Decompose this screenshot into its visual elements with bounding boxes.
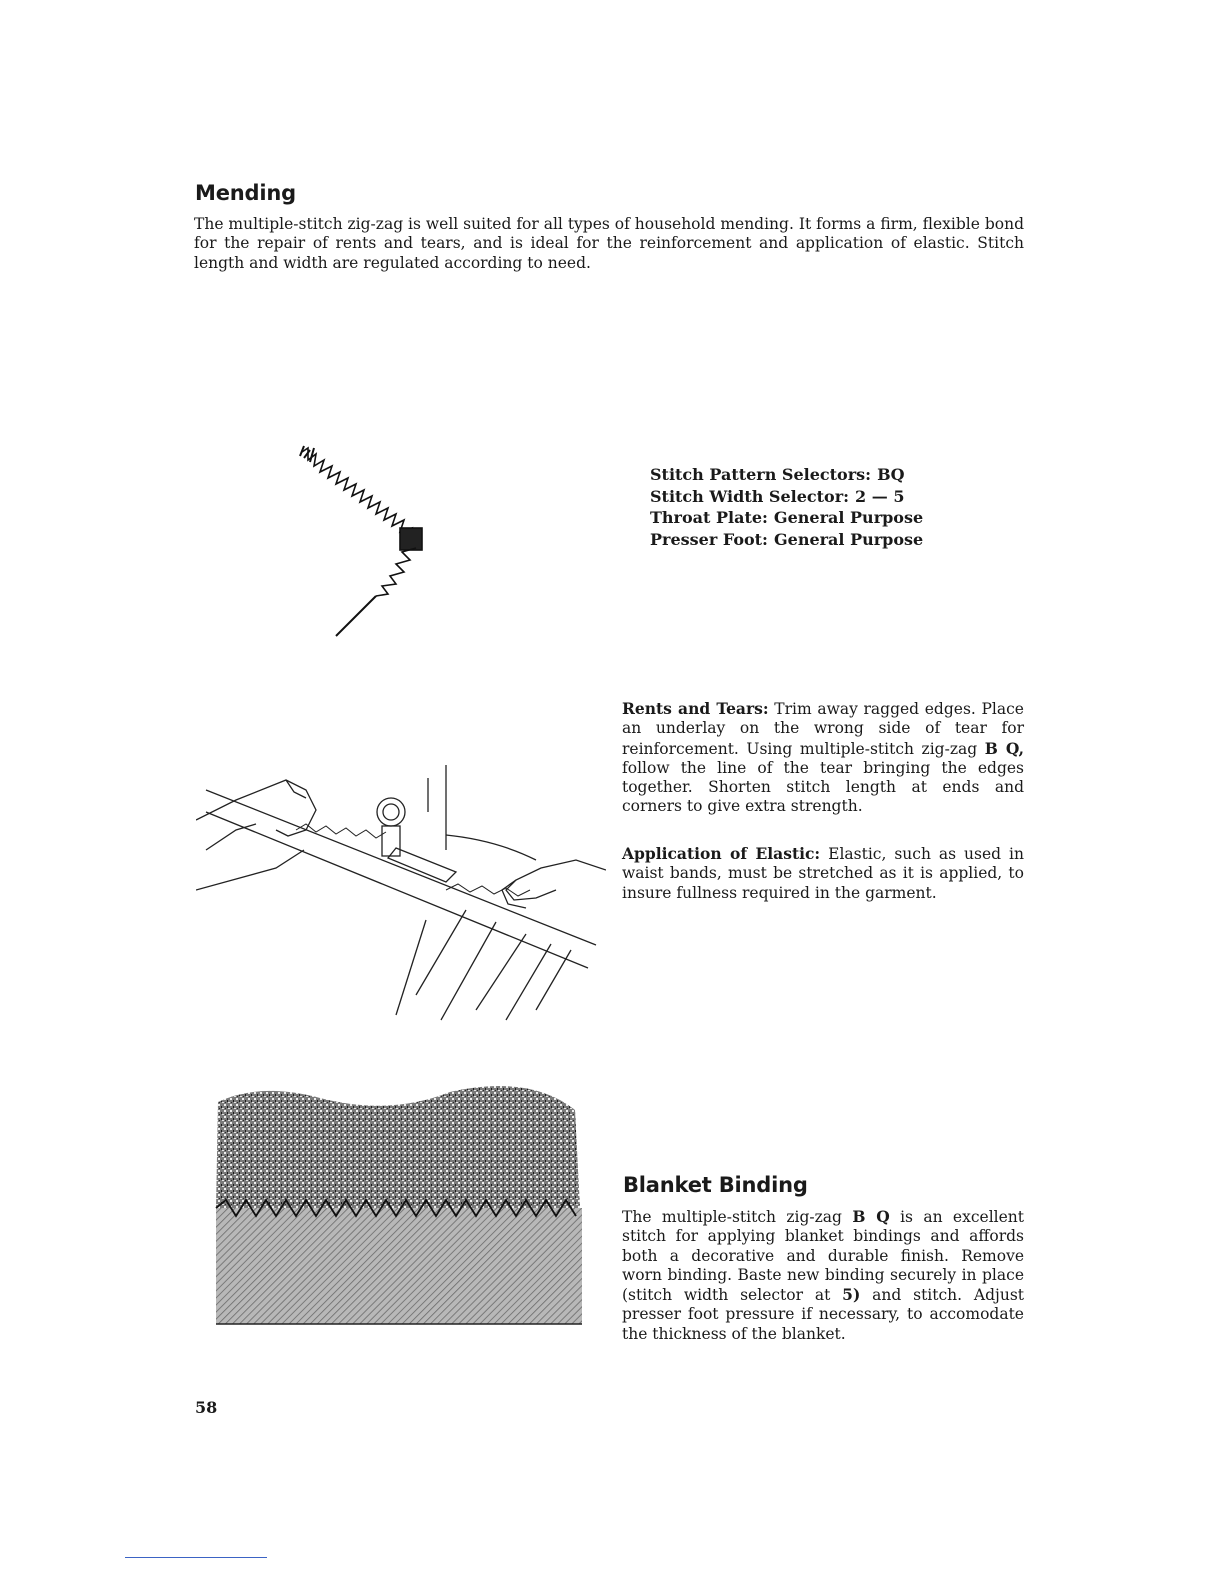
elastic-paragraph: Application of Elastic: Elastic, such as used in waist bands, must be stretched as it is applied, to insure fullness required in the garment. bbox=[622, 844, 1024, 902]
elastic-title: Application of Elastic: bbox=[622, 844, 821, 863]
stitch-diagram bbox=[290, 440, 440, 640]
mending-heading: Mending bbox=[195, 181, 296, 205]
setting-stitch-width: Stitch Width Selector: 2 — 5 bbox=[650, 486, 905, 506]
blanket-code: B Q bbox=[852, 1207, 890, 1226]
rents-code: B Q, bbox=[984, 738, 1024, 758]
sewing-machine-illustration bbox=[196, 740, 606, 1030]
setting-stitch-pattern: Stitch Pattern Selectors: BQ bbox=[650, 465, 905, 484]
page-number: 58 bbox=[195, 1398, 218, 1417]
blanket-heading: Blanket Binding bbox=[623, 1173, 808, 1197]
mending-intro: The multiple-stitch zig-zag is well suited for all types of household mending. It forms a firm, flexible bond for the repair of rents and tears, and is ideal for the reinforcement and application of elastic. Stitch length and width are regulated according to need. bbox=[194, 215, 1024, 272]
blanket-illustration bbox=[200, 1080, 585, 1330]
blanket-paragraph: The multiple-stitch zig-zag B Q is an excellent stitch for applying blanket bindings and affords both a decorative and durable finish. Remove worn binding. Baste new binding securely in place (stitch width selector at 5) and stitch. Adjust presser foot pressure if necessary, to accomodate the thickness of the blanket. bbox=[622, 1207, 1024, 1343]
settings-list bbox=[650, 464, 923, 550]
rents-paragraph: Rents and Tears: Trim away ragged edges. Place an underlay on the wrong side of tear for reinforcement. Using multiple-stitch zig-zag B Q, follow the line of the tear bringing the edges together. Shorten stitch length at ends and corners to give extra strength. bbox=[622, 699, 1024, 816]
footer-rule bbox=[125, 1557, 267, 1558]
setting-throat-plate: Throat Plate: General Purpose bbox=[650, 508, 924, 527]
rents-title: Rents and Tears: bbox=[622, 699, 769, 718]
blanket-width-value: 5) bbox=[842, 1285, 861, 1305]
setting-presser-foot: Presser Foot: General Purpose bbox=[650, 529, 924, 549]
